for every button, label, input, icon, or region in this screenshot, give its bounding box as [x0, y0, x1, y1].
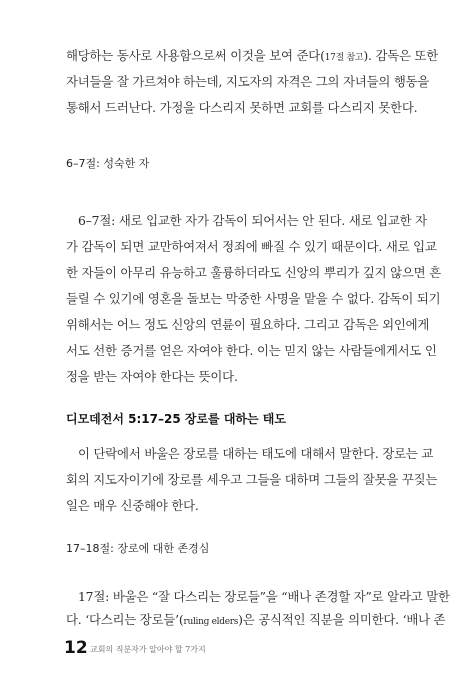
inline-reference: 17절 참고: [324, 53, 364, 63]
text-segment: 다. ‘다스리는 장로들’(: [66, 612, 184, 627]
subsection-title: 17–18절: 장로에 대한 존경심: [66, 542, 210, 555]
text-line: 일은 매우 신중해야 한다.: [66, 498, 199, 513]
text-line: 17절: 바울은 “잘 다스리는 장로들”을 “배나 존경할 자”로 알라고 말한: [78, 589, 450, 604]
section-heading: 디모데전서 5:17–25 장로를 대하는 태도: [66, 412, 286, 426]
text-line: [66, 46, 439, 64]
text-line: 자녀들을 잘 가르쳐야 하는데, 지도자의 자격은 그의 자녀들의 행동을: [66, 74, 430, 89]
text-line: 회의 지도자이기에 장로를 세우고 그들을 대하며 그들의 잘못을 꾸짖는: [66, 472, 438, 487]
text-line: 가 감독이 되면 교만하여져서 정죄에 빠질 수 있기 때문이다. 새로 입교: [66, 239, 437, 254]
text-line: 6–7절: 새로 입교한 자가 감독이 되어서는 안 된다. 새로 입교한 자: [78, 213, 427, 228]
text-line: 정을 받는 자여야 한다는 뜻이다.: [66, 369, 238, 384]
subsection-title: 6–7절: 성숙한 자: [66, 157, 150, 170]
text-line: 위해서는 어느 정도 신앙의 연륜이 필요하다. 그리고 감독은 외인에게: [66, 317, 430, 332]
text-line: 한 자들이 아무리 유능하고 훌륭하더라도 신앙의 뿌리가 깊지 않으면 흔: [66, 265, 441, 280]
running-footer-title: 교회의 직분자가 알아야 할 7가지: [90, 645, 206, 654]
text-line: 들릴 수 있기에 영혼을 돌보는 막중한 사명을 맡을 수 없다. 감독이 되기: [66, 291, 441, 306]
text-line: 서도 선한 증거를 얻은 자여야 한다. 이는 믿지 않는 사람들에게서도 인: [66, 343, 437, 358]
page-number: 12: [64, 638, 88, 658]
text-line: 이 단락에서 바울은 장로를 대하는 태도에 대해서 말한다. 장로는 교: [78, 446, 434, 461]
text-segment: )은 공식적인 직분을 의미한다. ‘배나 존: [238, 612, 446, 627]
text-segment: 해당하는 동사로 사용함으로써 이것을 보여 준다(: [66, 48, 325, 63]
text-line: [66, 610, 446, 628]
text-line: 통해서 드러난다. 가정을 다스리지 못하면 교회를 다스리지 못한다.: [66, 100, 418, 115]
inline-reference: ruling elders: [183, 617, 239, 627]
text-segment: ). 감독은 또한: [363, 48, 439, 63]
